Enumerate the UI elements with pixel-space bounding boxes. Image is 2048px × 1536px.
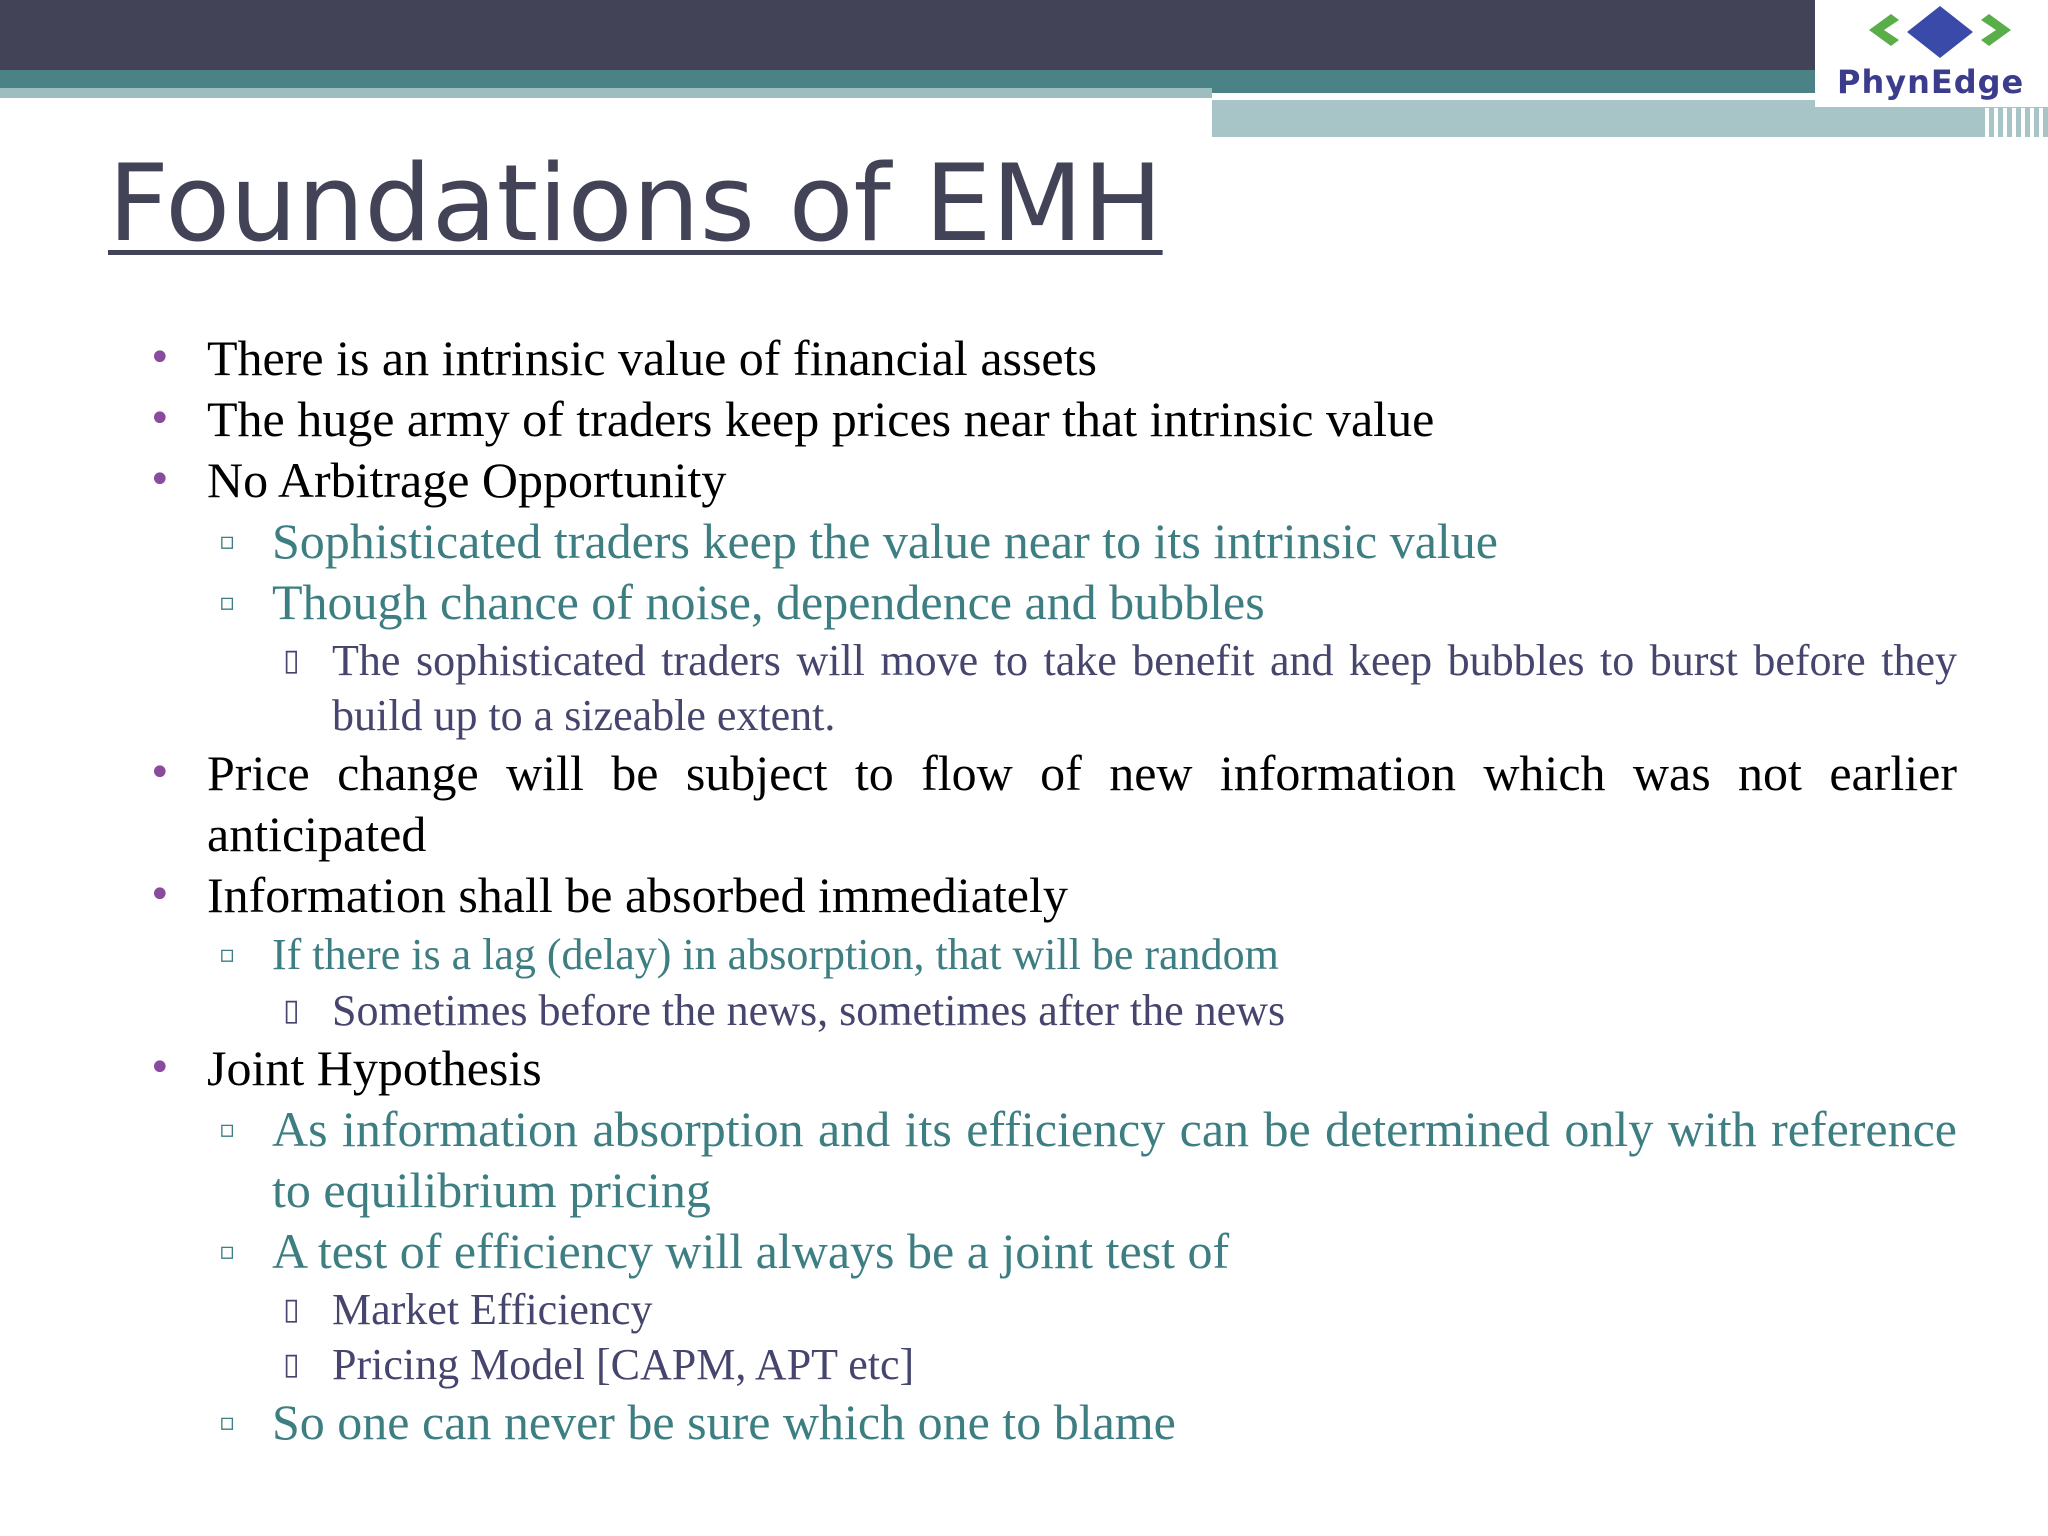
- bullet-square-icon: ▫: [219, 1237, 236, 1265]
- bullet-dot-icon: •: [148, 1045, 172, 1091]
- bullet-box-icon: ▯: [283, 643, 300, 678]
- bullet-text: Sometimes before the news, sometimes after the news: [332, 986, 1286, 1035]
- sub-bullet-item: [145, 511, 1957, 572]
- header-bar-light-left: [0, 88, 1212, 98]
- sub-bullet-item: [145, 1099, 1957, 1221]
- bullet-text: Market Efficiency: [332, 1285, 653, 1334]
- bullet-text: The sophisticated traders will move to take benefit and keep bubbles to burst before they build up to a sizeable extent.: [332, 636, 1957, 740]
- brand-name: PhynEdge: [1837, 63, 2025, 101]
- bullet-item: [145, 389, 1957, 450]
- header-bar-dark: [0, 0, 1815, 70]
- sub-sub-bullet-item: [145, 983, 1957, 1038]
- bullet-text: Pricing Model [CAPM, APT etc]: [332, 1340, 915, 1389]
- bullet-text: Joint Hypothesis: [207, 1040, 542, 1096]
- bullet-text: The huge army of traders keep prices near that intrinsic value: [207, 391, 1435, 447]
- bullet-dot-icon: •: [148, 457, 172, 503]
- bullet-list: [145, 328, 1957, 1453]
- bullet-box-icon: ▯: [283, 1292, 300, 1327]
- bullet-text: If there is a lag (delay) in absorption, that will be random: [272, 930, 1279, 979]
- bullet-square-icon: ▫: [219, 527, 236, 555]
- bullet-dot-icon: •: [148, 750, 172, 796]
- bullet-text: Price change will be subject to flow of new information which was not earlier anticipated: [207, 745, 1957, 862]
- sub-sub-bullet-item: [145, 633, 1957, 743]
- sub-bullet-item: [145, 1221, 1957, 1282]
- bullet-item: [145, 743, 1957, 865]
- logo-diamond-icon: [1869, 6, 2011, 64]
- bullet-item: [145, 450, 1957, 511]
- bullet-dot-icon: •: [148, 396, 172, 442]
- bullet-square-icon: ▫: [219, 1115, 236, 1143]
- bullet-text: There is an intrinsic value of financial assets: [207, 330, 1097, 386]
- bullet-box-icon: ▯: [283, 993, 300, 1028]
- bullet-text: Though chance of noise, dependence and bubbles: [272, 574, 1265, 630]
- sub-bullet-item: [145, 1392, 1957, 1453]
- bullet-square-icon: ▫: [219, 940, 236, 968]
- bullet-dot-icon: •: [148, 872, 172, 918]
- brand-logo: [1815, 0, 2048, 107]
- sub-bullet-item: [145, 572, 1957, 633]
- bullet-item: [145, 1038, 1957, 1099]
- bullet-text: Information shall be absorbed immediately: [207, 867, 1068, 923]
- sub-bullet-item: [145, 926, 1957, 983]
- bullet-item: [145, 865, 1957, 926]
- sub-sub-bullet-item: [145, 1337, 1957, 1392]
- header-stripes: [1985, 108, 2048, 137]
- bullet-text: As information absorption and its efficiency can be determined only with reference to equilibrium pricing: [272, 1101, 1957, 1218]
- bullet-dot-icon: •: [148, 335, 172, 381]
- sub-sub-bullet-item: [145, 1282, 1957, 1337]
- bullet-square-icon: ▫: [219, 1408, 236, 1436]
- bullet-box-icon: ▯: [283, 1347, 300, 1382]
- bullet-square-icon: ▫: [219, 588, 236, 616]
- bullet-text: A test of efficiency will always be a joint test of: [272, 1223, 1230, 1279]
- slide-title: Foundations of EMH: [108, 142, 1163, 265]
- bullet-text: No Arbitrage Opportunity: [207, 452, 727, 508]
- bullet-text: So one can never be sure which one to blame: [272, 1394, 1176, 1450]
- bullet-text: Sophisticated traders keep the value near to its intrinsic value: [272, 513, 1499, 569]
- bullet-item: [145, 328, 1957, 389]
